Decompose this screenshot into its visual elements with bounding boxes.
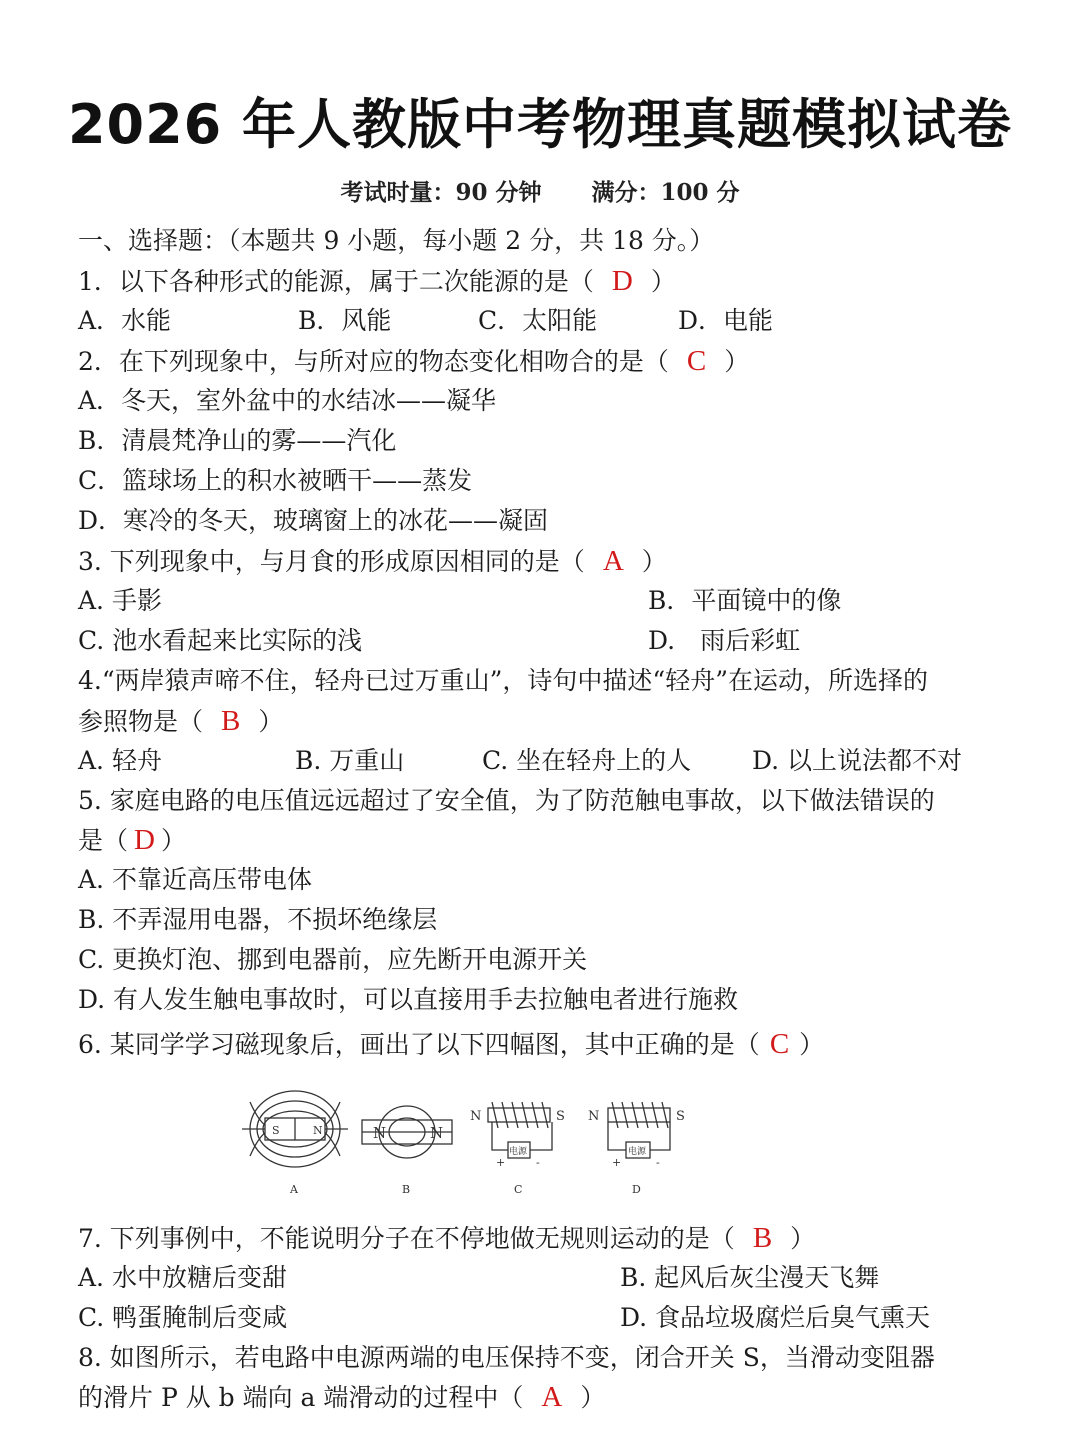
option: D．电能 [678,306,774,335]
question-close: ） [258,707,284,736]
pole-label: N [588,1109,600,1124]
terminal-label: - [656,1156,660,1169]
question-stem: 3. 下列现象中，与月食的形成原因相同的是（ [78,547,585,576]
figure-label: D [632,1183,641,1196]
terminal-label: + [496,1156,506,1169]
question-stem: 是（ [78,826,129,855]
pole-label: S [556,1109,565,1124]
magnet-diagrams [240,1080,700,1200]
power-source-label: 电源 [509,1147,528,1157]
question-5: 5. 家庭电路的电压值远远超过了安全值，为了防范触电事故，以下做法错误的 [78,786,935,815]
question-close: ） [790,1224,816,1253]
option: B．风能 [298,306,392,335]
option: C．篮球场上的积水被晒干——蒸发 [78,466,473,495]
page-title: 2026 年人教版中考物理真题模拟试卷 [67,93,1013,156]
option: C. 更换灯泡、挪到电器前，应先断开电源开关 [78,945,588,974]
terminal-label: + [612,1156,622,1169]
question-stem: 6. 某同学学习磁现象后，画出了以下四幅图，其中正确的是（ [78,1030,760,1059]
question-close: ） [160,826,186,855]
figure-label: B [402,1183,411,1196]
option: A. 不靠近高压带电体 [78,865,312,894]
question-7 [78,1220,815,1257]
answer-mark: D [611,265,633,297]
answer-mark: C [686,345,707,377]
option: A．水能 [78,306,172,335]
exam-meta [0,174,1080,207]
question-8: 8. 如图所示，若电路中电源两端的电压保持不变，闭合开关 S，当滑动变阻器 [78,1343,935,1372]
question-6 [78,1026,824,1063]
question-close: ） [580,1383,606,1412]
question-stem: 1．以下各种形式的能源，属于二次能源的是（ [78,267,594,296]
question-stem: 7. 下列事例中，不能说明分子在不停地做无规则运动的是（ [78,1224,735,1253]
question-2 [78,343,749,380]
question-4-cont [78,703,283,740]
question-stem: 的滑片 P 从 b 端向 a 端滑动的过程中（ [78,1383,524,1412]
answer-mark: C [769,1028,790,1060]
question-close: ） [650,267,676,296]
option: C．太阳能 [478,306,598,335]
answer-mark: B [752,1222,773,1254]
question-close: ） [724,347,750,376]
pole-label: S [272,1124,280,1137]
pole-label: N [313,1124,323,1137]
option: B．平面镜中的像 [648,586,842,615]
question-close: ） [799,1030,825,1059]
figure-label: C [514,1183,523,1196]
pole-label: S [676,1109,685,1124]
option: D. 以上说法都不对 [752,746,963,775]
option: B．清晨梵净山的雾——汽化 [78,426,397,455]
question-8-cont [78,1379,605,1416]
pole-label: N [430,1124,444,1142]
answer-mark: B [221,705,241,737]
question-stem: 2．在下列现象中，与所对应的物态变化相吻合的是（ [78,347,669,376]
option: B. 不弄湿用电器，不损坏绝缘层 [78,905,438,934]
option: B. 万重山 [295,746,405,775]
option: C. 池水看起来比实际的浅 [78,626,363,655]
question-3 [78,543,667,580]
option: D．寒冷的冬天，玻璃窗上的冰花——凝固 [78,506,549,535]
power-source-label: 电源 [628,1147,647,1157]
answer-mark: D [134,824,155,856]
option: B. 起风后灰尘漫天飞舞 [620,1263,880,1292]
option: D. 有人发生触电事故时，可以直接用手去拉触电者进行施救 [78,985,739,1014]
option: A. 水中放糖后变甜 [78,1263,287,1292]
option: A. 轻舟 [78,746,162,775]
section-heading: 一、选择题：（本题共 9 小题，每小题 2 分，共 18 分。） [78,226,715,255]
question-5-cont [78,822,186,859]
option: A．冬天，室外盆中的水结冰——凝华 [78,386,497,415]
exam-time: 考试时量：90 分钟 [340,179,542,206]
answer-mark: A [602,545,624,577]
option: A. 手影 [78,586,162,615]
option: D. 雨后彩虹 [648,626,801,655]
exam-score: 满分：100 分 [591,179,740,206]
question-4: 4.“两岸猿声啼不住，轻舟已过万重山”，诗句中描述“轻舟”在运动，所选择的 [78,666,928,695]
figure-a [242,1091,348,1167]
option: C. 鸭蛋腌制后变咸 [78,1303,288,1332]
pole-label: N [470,1109,482,1124]
question-stem: 参照物是（ [78,707,204,736]
answer-mark: A [541,1381,563,1413]
question-1 [78,263,676,300]
pole-label: N [373,1124,387,1142]
option: C. 坐在轻舟上的人 [482,746,692,775]
question-close: ） [641,547,667,576]
magnet-figure [240,1080,700,1200]
option: D. 食品垃圾腐烂后臭气熏天 [620,1303,931,1332]
figure-label: A [290,1183,298,1196]
terminal-label: - [536,1156,540,1169]
